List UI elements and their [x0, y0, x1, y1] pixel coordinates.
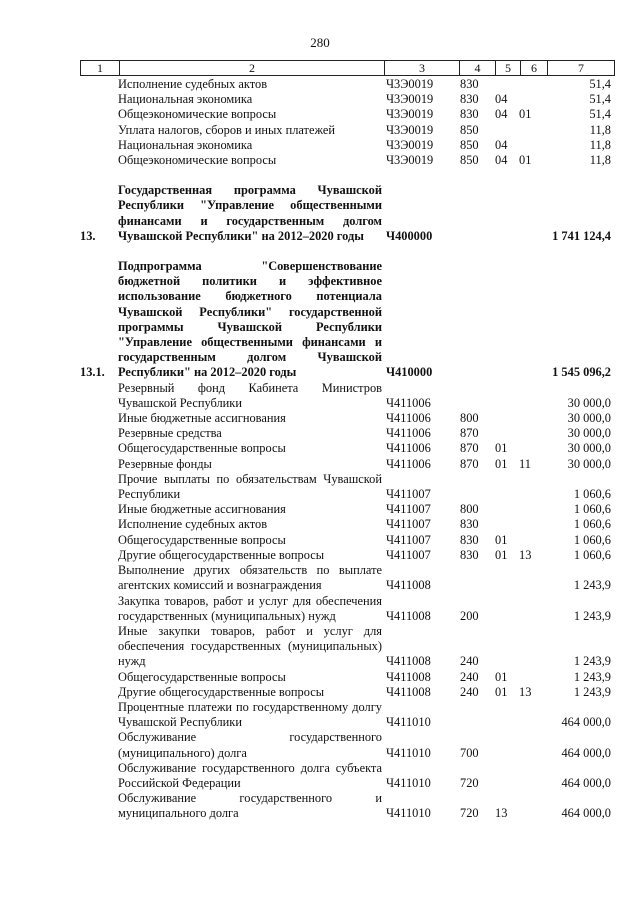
amount: 1 741 124,4 — [552, 228, 611, 243]
subsection — [519, 92, 545, 107]
subsection — [519, 77, 545, 92]
amount: 1 060,6 — [573, 517, 611, 532]
table-row — [80, 730, 611, 760]
row-name: Общегосударственные вопросы — [118, 441, 286, 456]
row-number — [80, 730, 118, 760]
row-name: Иные бюджетные ассигнования — [118, 502, 286, 517]
amount: 1 060,6 — [573, 487, 611, 502]
section — [495, 594, 519, 624]
amount: 30 000,0 — [567, 441, 611, 456]
section: 04 — [495, 153, 508, 168]
target-code: Ч411007 — [386, 547, 431, 562]
section: 01 — [495, 669, 508, 684]
target-code: Ч3Э0019 — [386, 92, 434, 107]
section: 04 — [495, 107, 508, 122]
row-number — [80, 791, 118, 821]
amount: 1 243,9 — [573, 669, 611, 684]
row-number — [80, 700, 118, 730]
subsection — [519, 472, 545, 502]
row-name: Процентные платежи по государственному долгу Чувашской Республики — [118, 699, 382, 730]
row-name: Выполнение других обязательств по выплате агентских комиссий и вознаграждения — [118, 563, 382, 593]
target-code: Ч411008 — [386, 669, 431, 684]
subsection: 11 — [519, 456, 531, 471]
section — [495, 502, 519, 517]
amount: 11,8 — [589, 153, 611, 168]
row-name: Другие общегосударственные вопросы — [118, 547, 325, 562]
amount: 11,8 — [589, 137, 611, 152]
row-name: Обслуживание государственного и муниципального долга — [118, 791, 382, 821]
table-row — [80, 77, 611, 92]
amount: 464 000,0 — [561, 775, 611, 790]
column-header: 4 — [460, 61, 496, 76]
amount: 1 545 096,2 — [552, 365, 611, 380]
amount: 1 243,9 — [573, 654, 611, 669]
amount: 30 000,0 — [567, 456, 611, 471]
subsection — [519, 183, 545, 244]
target-code: Ч3Э0019 — [386, 137, 434, 152]
expense-type: 720 — [460, 806, 479, 821]
target-code: Ч411006 — [386, 426, 431, 441]
row-name: Закупка товаров, работ и услуг для обеспечения государственных (муниципальных) нужд — [118, 593, 382, 623]
expense-type: 830 — [460, 517, 479, 532]
row-number — [80, 670, 118, 685]
table-row — [80, 259, 611, 381]
spacer-cell — [80, 244, 611, 259]
row-number — [80, 426, 118, 441]
subsection — [519, 123, 545, 138]
amount: 1 243,9 — [573, 578, 611, 593]
row-name: Национальная экономика — [118, 137, 253, 152]
expense-type — [460, 563, 495, 593]
section — [495, 730, 519, 760]
table-row — [80, 548, 611, 563]
target-code: Ч411010 — [386, 745, 431, 760]
table-row — [80, 594, 611, 624]
row-number — [80, 533, 118, 548]
row-number — [80, 107, 118, 122]
section — [495, 517, 519, 532]
column-header: 3 — [385, 61, 460, 76]
row-number: 13. — [80, 228, 96, 243]
expense-type: 700 — [460, 745, 479, 760]
expense-type — [460, 183, 495, 244]
row-number — [80, 153, 118, 168]
row-name: Исполнение судебных актов — [118, 517, 268, 532]
section — [495, 77, 519, 92]
target-code: Ч411007 — [386, 487, 431, 502]
expense-type: 240 — [460, 669, 479, 684]
section — [495, 183, 519, 244]
spacer-row — [80, 168, 611, 183]
subsection — [519, 624, 545, 670]
row-name: Общеэкономические вопросы — [118, 107, 277, 122]
row-number — [80, 411, 118, 426]
subsection: 13 — [519, 684, 532, 699]
table-row — [80, 411, 611, 426]
target-code: Ч411007 — [386, 502, 431, 517]
target-code: Ч411010 — [386, 806, 431, 821]
row-number — [80, 138, 118, 153]
page-number: 280 — [310, 35, 330, 50]
target-code: Ч411007 — [386, 517, 431, 532]
expense-type: 850 — [460, 122, 479, 137]
amount: 1 243,9 — [573, 608, 611, 623]
section — [495, 426, 519, 441]
subsection — [519, 700, 545, 730]
expense-type — [460, 259, 495, 381]
row-number — [80, 624, 118, 670]
row-name: Национальная экономика — [118, 92, 253, 107]
row-name: Уплата налогов, сборов и иных платежей — [118, 122, 336, 137]
row-name: Обслуживание государственного (муниципального) долга — [118, 730, 382, 760]
expense-type — [460, 700, 495, 730]
target-code: Ч411010 — [386, 775, 431, 790]
column-header: 7 — [548, 61, 615, 76]
budget-table — [80, 77, 611, 822]
subsection — [519, 533, 545, 548]
subsection — [519, 594, 545, 624]
amount: 464 000,0 — [561, 806, 611, 821]
section — [495, 563, 519, 593]
target-code: Ч411006 — [386, 441, 431, 456]
subsection — [519, 517, 545, 532]
subsection — [519, 730, 545, 760]
expense-type: 870 — [460, 456, 479, 471]
subsection — [519, 502, 545, 517]
section — [495, 259, 519, 381]
table-row — [80, 183, 611, 244]
column-header-row — [81, 61, 615, 76]
table-row — [80, 670, 611, 685]
row-number — [80, 502, 118, 517]
section — [495, 123, 519, 138]
section — [495, 761, 519, 791]
table-row — [80, 381, 611, 411]
subsection — [519, 563, 545, 593]
expense-type: 720 — [460, 775, 479, 790]
expense-type: 830 — [460, 107, 479, 122]
section: 01 — [495, 441, 508, 456]
table-row — [80, 533, 611, 548]
spacer-cell — [80, 168, 611, 183]
subsection — [519, 411, 545, 426]
expense-type: 830 — [460, 532, 479, 547]
section — [495, 381, 519, 411]
target-code: Ч3Э0019 — [386, 153, 434, 168]
target-code: Ч410000 — [386, 365, 433, 380]
target-code: Ч3Э0019 — [386, 107, 434, 122]
column-header: 1 — [81, 61, 120, 76]
row-number — [80, 92, 118, 107]
row-number — [80, 441, 118, 456]
subsection — [519, 670, 545, 685]
row-number — [80, 685, 118, 700]
table-row — [80, 153, 611, 168]
column-header-table — [80, 60, 615, 76]
subsection — [519, 381, 545, 411]
row-name: Государственная программа Чувашской Республики "Управление общественными финансами и государственным долгом Чувашской Республики" на 2012–2020 годы — [118, 183, 382, 243]
target-code: Ч411008 — [386, 608, 431, 623]
row-number — [80, 594, 118, 624]
section — [495, 624, 519, 670]
target-code: Ч400000 — [386, 228, 433, 243]
section — [495, 411, 519, 426]
column-header: 2 — [120, 61, 385, 76]
row-name: Общегосударственные вопросы — [118, 669, 286, 684]
section: 01 — [495, 684, 508, 699]
row-name: Прочие выплаты по обязательствам Чувашской Республики — [118, 471, 382, 502]
expense-type — [460, 472, 495, 502]
section — [495, 700, 519, 730]
subsection: 01 — [519, 107, 532, 122]
table-row — [80, 502, 611, 517]
row-name: Общеэкономические вопросы — [118, 153, 277, 168]
row-number — [80, 472, 118, 502]
subsection — [519, 138, 545, 153]
table-row — [80, 791, 611, 821]
row-number: 13.1. — [80, 365, 105, 380]
column-header: 5 — [496, 61, 521, 76]
amount: 51,4 — [589, 77, 611, 91]
expense-type: 240 — [460, 654, 479, 669]
amount: 30 000,0 — [567, 426, 611, 441]
table-row — [80, 563, 611, 593]
amount: 30 000,0 — [567, 395, 611, 410]
expense-type: 830 — [460, 77, 479, 91]
amount: 1 060,6 — [573, 532, 611, 547]
expense-type: 800 — [460, 502, 479, 517]
section — [495, 472, 519, 502]
row-number — [80, 123, 118, 138]
target-code: Ч3Э0019 — [386, 122, 434, 137]
target-code: Ч411008 — [386, 578, 431, 593]
expense-type: 200 — [460, 608, 479, 623]
target-code: Ч411008 — [386, 684, 431, 699]
target-code: Ч411010 — [386, 715, 431, 730]
row-number — [80, 563, 118, 593]
subsection — [519, 761, 545, 791]
target-code: Ч411008 — [386, 654, 431, 669]
table-row — [80, 138, 611, 153]
amount: 30 000,0 — [567, 411, 611, 426]
row-name: Иные закупки товаров, работ и услуг для обеспечения государственных (муниципальных) нужд — [118, 623, 382, 669]
amount: 1 060,6 — [573, 502, 611, 517]
section: 01 — [495, 547, 508, 562]
row-number — [80, 77, 118, 92]
row-number — [80, 761, 118, 791]
expense-type — [460, 381, 495, 411]
row-name: Резервные средства — [118, 426, 222, 441]
table-row — [80, 457, 611, 472]
amount: 1 060,6 — [573, 547, 611, 562]
expense-type: 830 — [460, 92, 479, 107]
subsection — [519, 259, 545, 381]
table-row — [80, 92, 611, 107]
subsection — [519, 441, 545, 456]
row-name: Подпрограмма "Совершенствование бюджетной политики и эффективное использование бюджетного потенциала Чувашской Республики" государственной программы Чувашской Республики "Управление общественными финансами и государственным долгом Чувашской Республики" на 2012–2020 годы — [118, 259, 382, 380]
table-row — [80, 685, 611, 700]
target-code: Ч3Э0019 — [386, 77, 434, 91]
subsection: 13 — [519, 547, 532, 562]
row-name: Другие общегосударственные вопросы — [118, 684, 325, 699]
table-row — [80, 426, 611, 441]
target-code: Ч411006 — [386, 395, 431, 410]
subsection: 01 — [519, 153, 532, 168]
row-name: Исполнение судебных актов — [118, 77, 268, 91]
row-name: Обслуживание государственного долга субъекта Российской Федерации — [118, 760, 382, 790]
expense-type: 870 — [460, 426, 479, 441]
target-code: Ч411006 — [386, 411, 431, 426]
amount: 1 243,9 — [573, 684, 611, 699]
expense-type: 240 — [460, 684, 479, 699]
section: 01 — [495, 532, 508, 547]
table-row — [80, 472, 611, 502]
subsection — [519, 791, 545, 821]
row-number — [80, 548, 118, 563]
expense-type: 800 — [460, 411, 479, 426]
amount: 464 000,0 — [561, 745, 611, 760]
row-number — [80, 517, 118, 532]
amount: 464 000,0 — [561, 715, 611, 730]
amount: 11,8 — [589, 122, 611, 137]
row-number — [80, 457, 118, 472]
amount: 51,4 — [589, 107, 611, 122]
row-name: Резервный фонд Кабинета Министров Чувашской Республики — [118, 380, 382, 410]
table-row — [80, 441, 611, 456]
row-number — [80, 381, 118, 411]
row-name: Резервные фонды — [118, 456, 212, 471]
subsection — [519, 426, 545, 441]
table-row — [80, 700, 611, 730]
table-row — [80, 624, 611, 670]
expense-type: 870 — [460, 441, 479, 456]
table-row — [80, 123, 611, 138]
section: 01 — [495, 456, 508, 471]
section: 13 — [495, 806, 508, 821]
row-name: Общегосударственные вопросы — [118, 532, 286, 547]
expense-type: 850 — [460, 153, 479, 168]
table-row — [80, 517, 611, 532]
table-row — [80, 761, 611, 791]
expense-type: 830 — [460, 547, 479, 562]
column-header: 6 — [521, 61, 548, 76]
section: 04 — [495, 92, 508, 107]
expense-type: 850 — [460, 137, 479, 152]
target-code: Ч411007 — [386, 532, 431, 547]
section: 04 — [495, 137, 508, 152]
target-code: Ч411006 — [386, 456, 431, 471]
spacer-row — [80, 244, 611, 259]
amount: 51,4 — [589, 92, 611, 107]
table-row — [80, 107, 611, 122]
row-name: Иные бюджетные ассигнования — [118, 411, 286, 426]
